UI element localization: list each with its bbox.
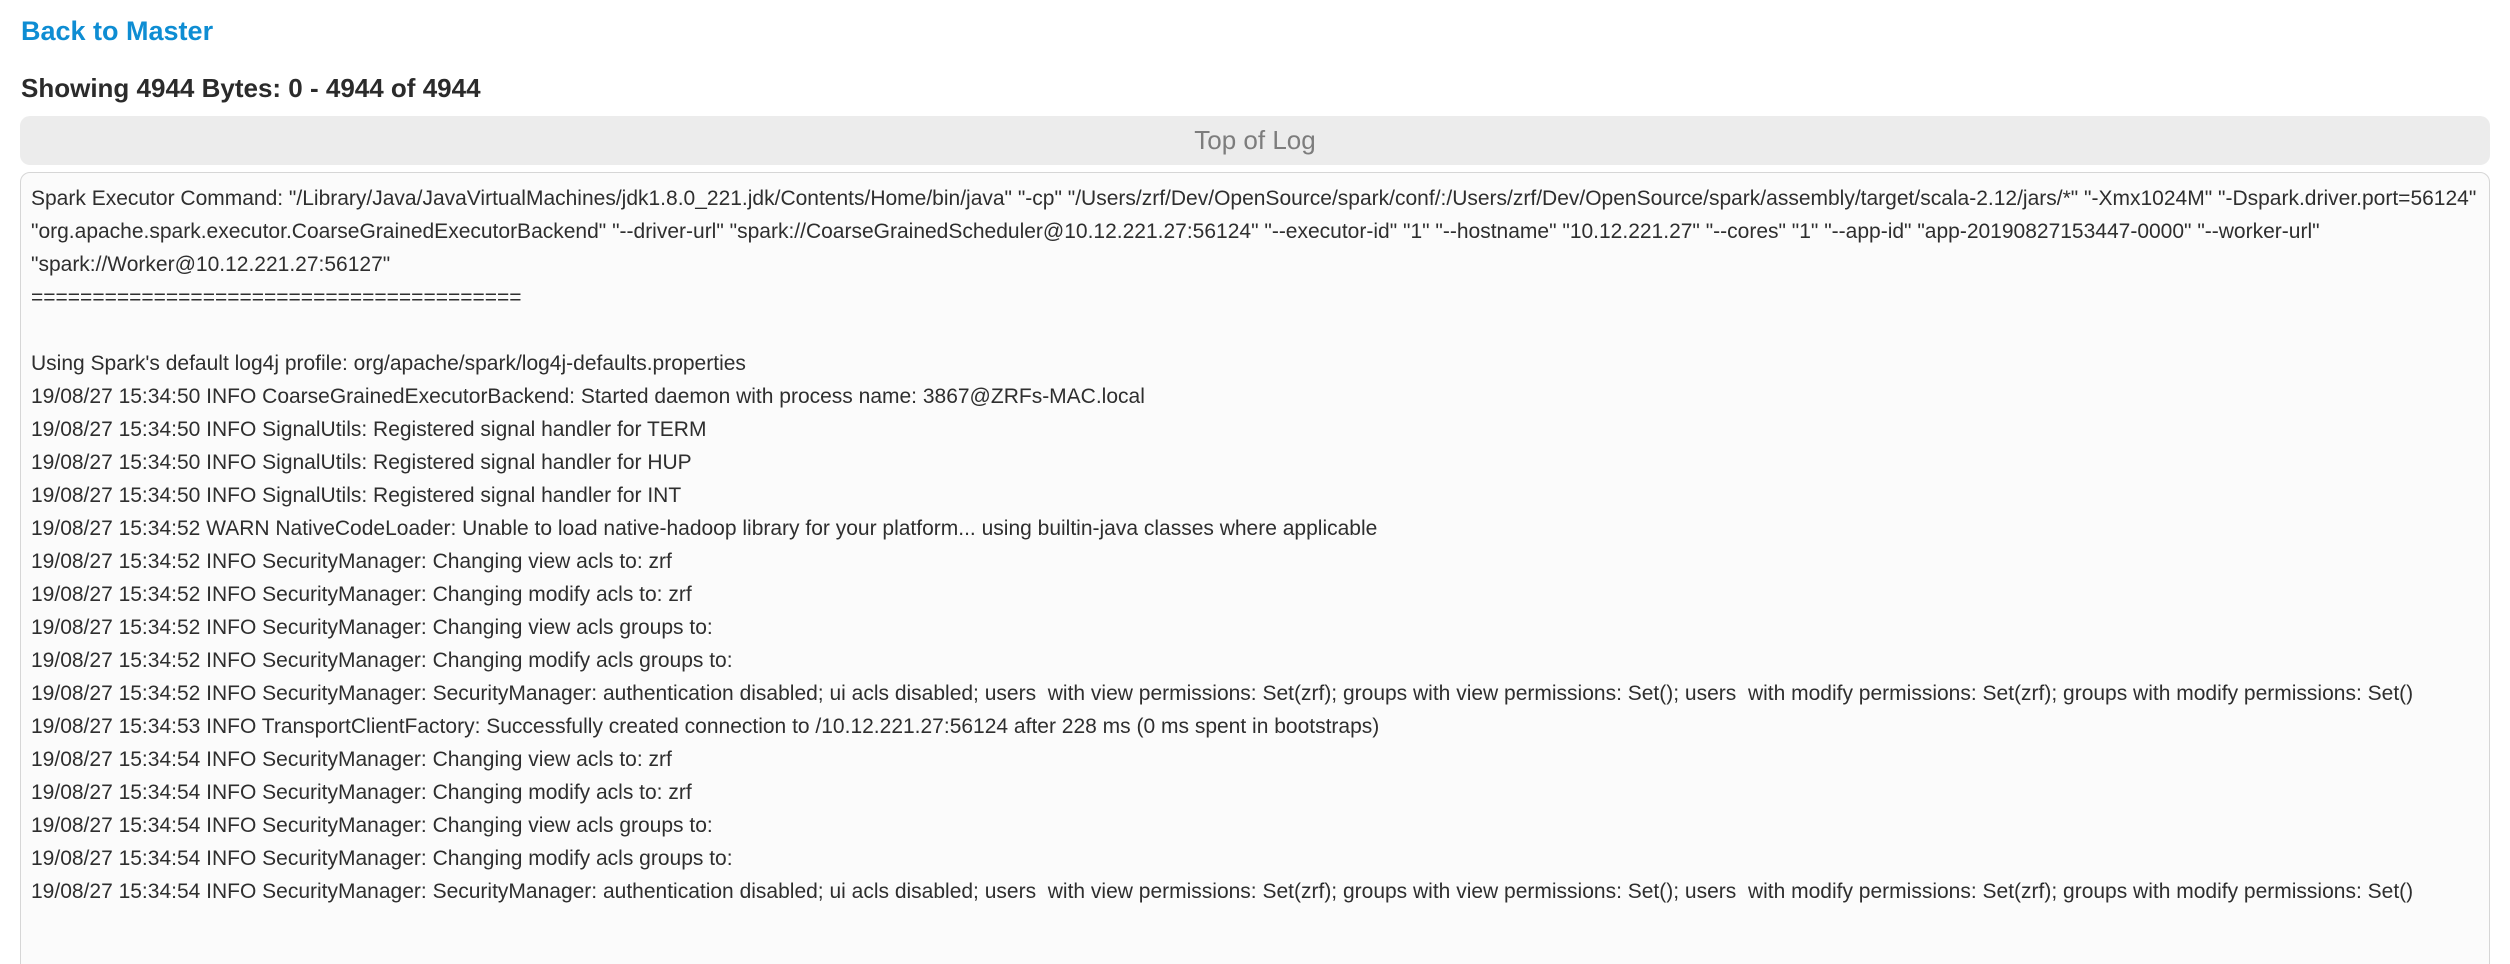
log-line: Using Spark's default log4j profile: org/apache/spark/log4j-defaults.properties <box>31 352 746 375</box>
log-line: 19/08/27 15:34:54 INFO SecurityManager: Changing view acls to: zrf <box>31 748 672 771</box>
log-line <box>31 314 2479 347</box>
log-line: Spark Executor Command: "/Library/Java/JavaVirtualMachines/jdk1.8.0_221.jdk/Contents/Home/bin/java" "-cp" "/Users/zrf/Dev/OpenSource/spark/conf/:/Users/zrf/Dev/OpenSource/spark/assembly/target/scala-2.12/jars/*" "-Xmx1024M" "-Dspark.driver.port=56124" "org.apache.spark.executor.CoarseGrainedExecutorBackend" "--driver-url" "spark://CoarseGrainedScheduler@10.12.221.27:56124" "--executor-id" "1" "--hostname" "10.12.221.27" "--cores" "1" "--app-id" "app-20190827153447-0000" "--worker-url" "spark://Worker@10.12.221.27:56127" <box>31 187 2483 276</box>
log-line: 19/08/27 15:34:54 INFO SecurityManager: Changing modify acls groups to: <box>31 847 733 870</box>
log-content-box <box>20 172 2490 964</box>
log-line: 19/08/27 15:34:52 INFO SecurityManager: Changing modify acls to: zrf <box>31 583 692 606</box>
log-line: 19/08/27 15:34:52 INFO SecurityManager: Changing view acls groups to: <box>31 616 713 639</box>
back-to-master-link[interactable]: Back to Master <box>21 16 214 46</box>
top-of-log-bar[interactable] <box>20 116 2490 165</box>
log-line: 19/08/27 15:34:52 INFO SecurityManager: Changing view acls to: zrf <box>31 550 672 573</box>
log-line: 19/08/27 15:34:50 INFO CoarseGrainedExecutorBackend: Started daemon with process name: 3867@ZRFs-MAC.local <box>31 385 1145 408</box>
byte-range-info: Showing 4944 Bytes: 0 - 4944 of 4944 <box>21 73 481 103</box>
log-line: 19/08/27 15:34:52 WARN NativeCodeLoader: Unable to load native-hadoop library for your platform... using builtin-java classes where applicable <box>31 517 1378 540</box>
log-lines-container <box>31 182 2483 908</box>
log-line: 19/08/27 15:34:52 INFO SecurityManager: SecurityManager: authentication disabled; ui acls disabled; users with view permissions: Set(zrf); groups with view permissions: Set(); users with modify permissions: Set(zrf); groups with modify permissions: Set() <box>31 682 2414 705</box>
log-line: 19/08/27 15:34:53 INFO TransportClientFactory: Successfully created connection to /10.12.221.27:56124 after 228 ms (0 ms spent in bootstraps) <box>31 715 1380 738</box>
log-line: 19/08/27 15:34:54 INFO SecurityManager: Changing view acls groups to: <box>31 814 713 837</box>
log-line: 19/08/27 15:34:50 INFO SignalUtils: Registered signal handler for INT <box>31 484 682 507</box>
log-line: 19/08/27 15:34:52 INFO SecurityManager: Changing modify acls groups to: <box>31 649 733 672</box>
log-line: 19/08/27 15:34:50 INFO SignalUtils: Registered signal handler for HUP <box>31 451 692 474</box>
top-of-log-label: Top of Log <box>1194 125 1316 155</box>
log-line: ======================================== <box>31 286 522 309</box>
log-line: 19/08/27 15:34:54 INFO SecurityManager: Changing modify acls to: zrf <box>31 781 692 804</box>
log-line: 19/08/27 15:34:50 INFO SignalUtils: Registered signal handler for TERM <box>31 418 707 441</box>
log-line: 19/08/27 15:34:54 INFO SecurityManager: SecurityManager: authentication disabled; ui acls disabled; users with view permissions: Set(zrf); groups with view permissions: Set(); users with modify permissions: Set(zrf); groups with modify permissions: Set() <box>31 880 2414 903</box>
